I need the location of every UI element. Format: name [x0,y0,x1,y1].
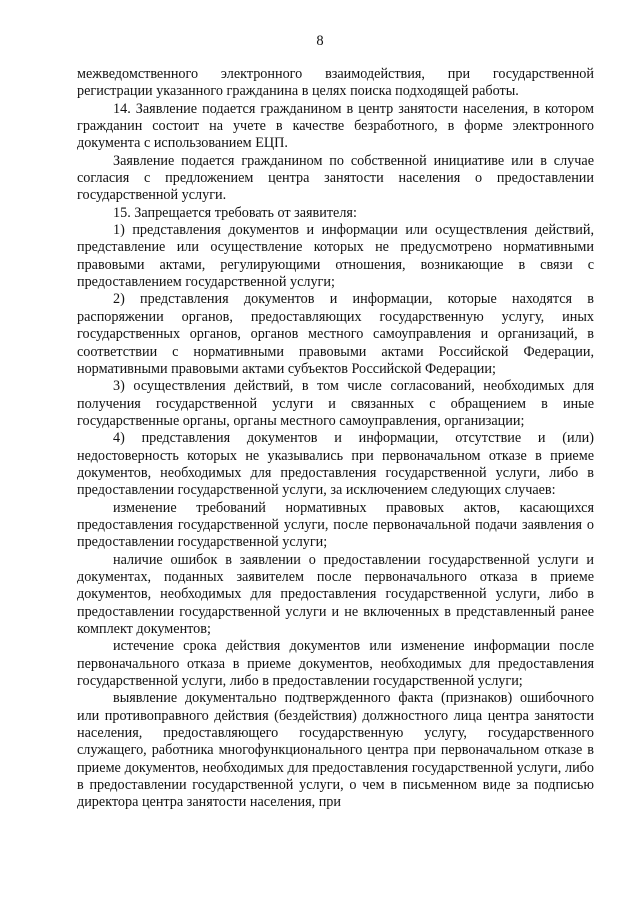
page-number: 8 [316,33,324,49]
document-body [77,66,594,812]
exception-case: наличие ошибок в заявлении о предоставлении государственной услуги и документах, поданных заявителем после первоначального отказа в приеме документов, необходимых для предоставления государственной услуги, либо в предоставлении государственной услуги и не включенных в представленный ранее комплект документов; [77,551,594,637]
list-item-4: 4) представления документов и информации, отсутствие и (или) недостоверность которых не указывались при первоначальном отказе в приеме документов, необходимых для предоставления государственной услуги, либо в предоставлении государственной услуги, за исключением следующих случаев: [77,430,594,499]
paragraph-continuation: межведомственного электронного взаимодействия, при государственной регистрации указанного гражданина в целях поиска подходящей работы. [77,66,594,100]
paragraph: Заявление подается гражданином по собственной инициативе или в случае согласия с предложением центра занятости населения о предоставлении государственной услуги. [77,152,594,204]
paragraph-item-15: 15. Запрещается требовать от заявителя: [113,204,357,221]
exception-case: истечение срока действия документов или изменение информации после первоначального отказа в приеме документов, необходимых для предоставления государственной услуги, либо в предоставлении государственной услуги; [77,638,594,690]
exception-case: выявление документально подтвержденного факта (признаков) ошибочного или противоправного действия (бездействия) должностного лица центра занятости населения, предоставляющего государственную услугу, государственного служащего, работника многофункционального центра при первоначальном отказе в приеме документов, необходимых для предоставления государственной услуги, либо в предоставлении государственной услуги, о чем в письменном виде за подписью директора центра занятости населения, при [77,690,594,811]
paragraph-item-14: 14. Заявление подается гражданином в центр занятости населения, в котором гражданин состоит на учете в качестве безработного, в форме электронного документа с использованием ЕЦП. [77,100,594,152]
exception-case: изменение требований нормативных правовых актов, касающихся предоставления государственной услуги, после первоначальной подачи заявления о предоставлении государственной услуги; [77,499,594,551]
list-item-2: 2) представления документов и информации, которые находятся в распоряжении органов, предоставляющих государственную услугу, иных государственных органов, органов местного самоуправления и организаций, в соответствии с нормативными правовыми актами Российской Федерации, нормативными правовыми актами субъектов Российской Федерации; [77,291,594,377]
list-item-1: 1) представления документов и информации или осуществления действий, представление или осуществление которых не предусмотрено нормативными правовыми актами, регулирующими отношения, возникающие в связи с предоставлением государственной услуги; [77,222,594,291]
list-item-3: 3) осуществления действий, в том числе согласований, необходимых для получения государственной услуги и связанных с обращением в иные государственные органы, органы местного самоуправления, организации; [77,378,594,429]
